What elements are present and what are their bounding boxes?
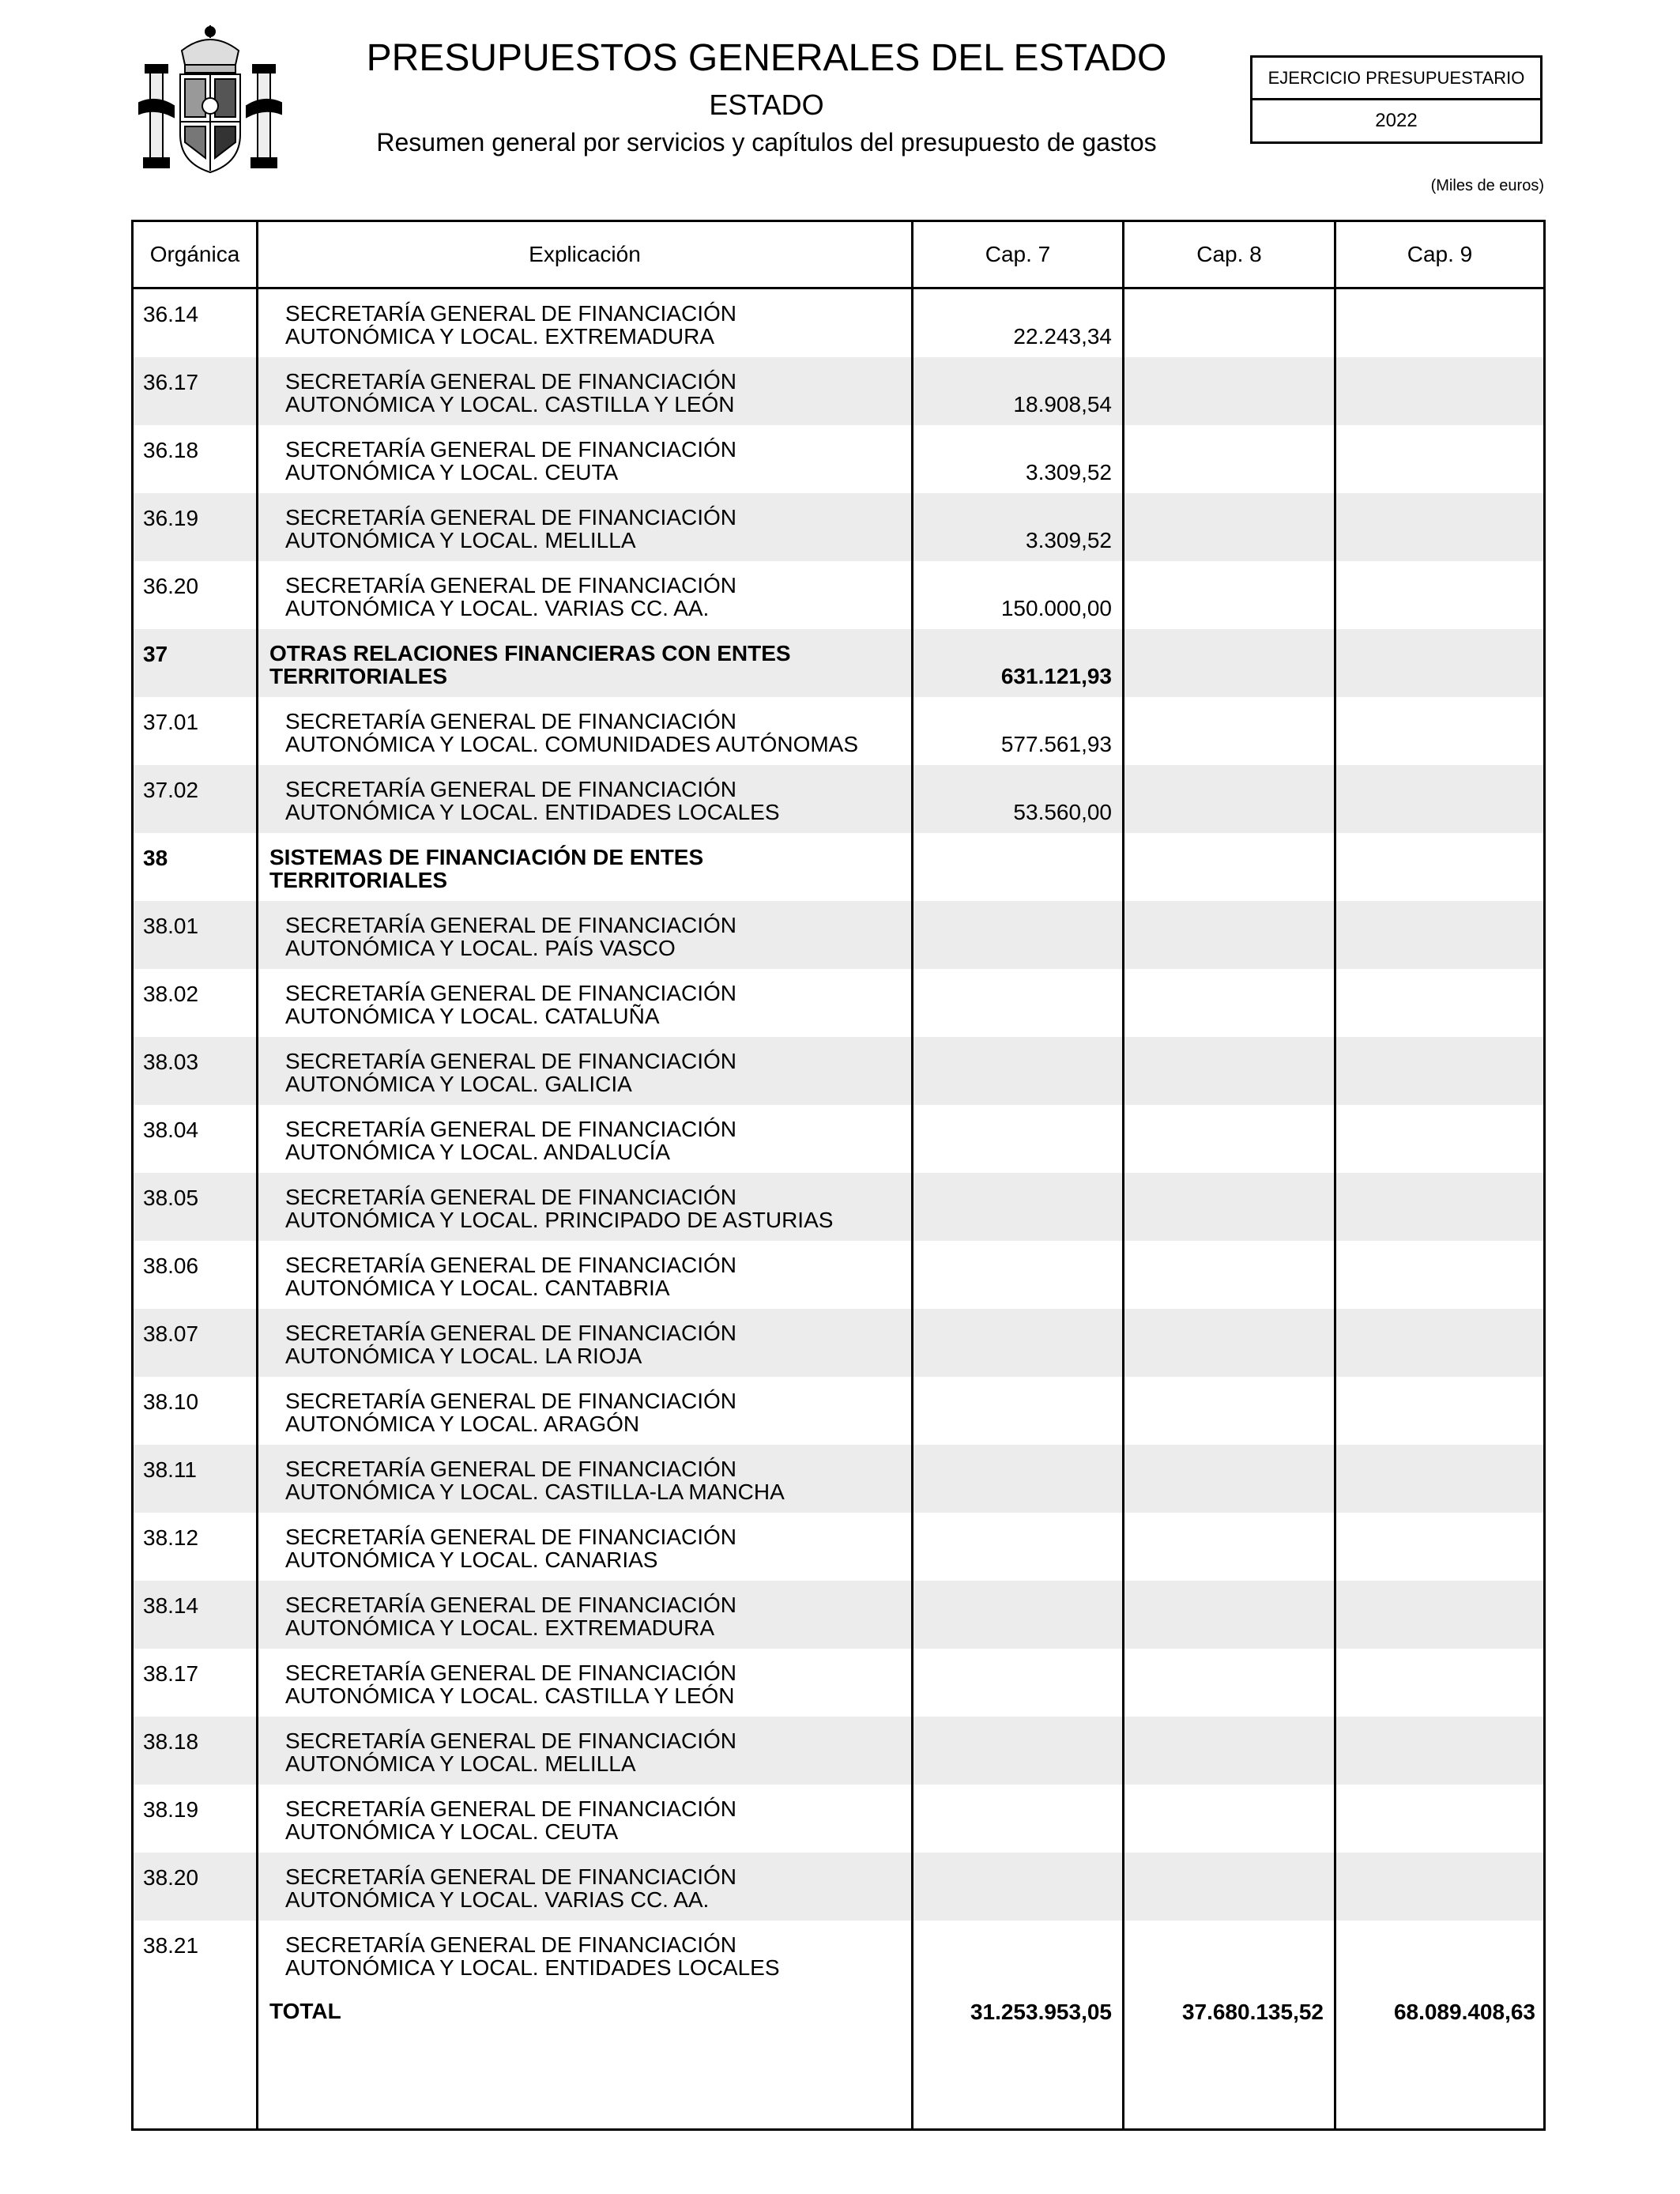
row-explanation-line2: AUTONÓMICA Y LOCAL. CASTILLA Y LEÓN: [285, 392, 735, 417]
row-explanation-line2: AUTONÓMICA Y LOCAL. VARIAS CC. AA.: [285, 1887, 710, 1912]
row-explanation: [285, 1729, 1044, 1775]
table-row: [134, 289, 1543, 357]
row-explanation-line1: SECRETARÍA GENERAL DE FINANCIACIÓN: [285, 1593, 736, 1617]
row-code: 36.18: [143, 438, 199, 462]
table-row: [134, 697, 1543, 765]
row-code: 37.01: [143, 710, 199, 734]
table-row: [134, 1921, 1543, 1989]
row-explanation-line1: SECRETARÍA GENERAL DE FINANCIACIÓN: [285, 981, 736, 1005]
row-explanation-line1: SECRETARÍA GENERAL DE FINANCIACIÓN: [285, 1253, 736, 1277]
total-cap7: 31.253.953,05: [970, 2000, 1112, 2024]
column-header-cap9: Cap. 9: [1407, 242, 1473, 266]
row-explanation: [285, 370, 1044, 416]
column-header-explicacion: Explicación: [529, 242, 641, 266]
table-header: [134, 222, 1543, 289]
total-row: [134, 1989, 1543, 2033]
table-row: [134, 1581, 1543, 1649]
row-code: 37.02: [143, 778, 199, 802]
row-explanation-line1: SECRETARÍA GENERAL DE FINANCIACIÓN: [285, 1525, 736, 1549]
row-explanation-line2: AUTONÓMICA Y LOCAL. GALICIA: [285, 1072, 632, 1096]
row-explanation-line1: SECRETARÍA GENERAL DE FINANCIACIÓN: [285, 573, 736, 598]
table-row: [134, 969, 1543, 1037]
table-row: [134, 901, 1543, 969]
row-code: 38.02: [143, 982, 199, 1006]
row-code: 38.01: [143, 914, 199, 938]
row-explanation-line1: SECRETARÍA GENERAL DE FINANCIACIÓN: [285, 301, 736, 326]
row-explanation: [285, 302, 1044, 348]
table-row: [134, 1649, 1543, 1717]
table-row: [134, 1173, 1543, 1241]
column-divider: [1334, 222, 1336, 2128]
row-explanation-line1: SECRETARÍA GENERAL DE FINANCIACIÓN: [285, 1728, 736, 1753]
ejercicio-box: [1250, 55, 1543, 144]
row-explanation: [285, 1661, 1044, 1707]
row-code: 38.07: [143, 1321, 199, 1346]
row-explanation-line1: SECRETARÍA GENERAL DE FINANCIACIÓN: [285, 1185, 736, 1209]
row-explanation-line2: AUTONÓMICA Y LOCAL. EXTREMADURA: [285, 1615, 715, 1640]
row-explanation: [269, 642, 1028, 688]
row-explanation: [285, 438, 1044, 484]
row-explanation: [285, 574, 1044, 620]
row-explanation: [285, 982, 1044, 1027]
table-row: [134, 765, 1543, 833]
row-explanation-line1: SECRETARÍA GENERAL DE FINANCIACIÓN: [285, 369, 736, 394]
row-explanation-line2: AUTONÓMICA Y LOCAL. CANARIAS: [285, 1547, 658, 1572]
units-note: (Miles de euros): [1430, 177, 1544, 194]
row-explanation-line2: AUTONÓMICA Y LOCAL. CANTABRIA: [285, 1276, 670, 1300]
row-explanation-line2: AUTONÓMICA Y LOCAL. LA RIOJA: [285, 1344, 642, 1368]
table-row: [134, 1105, 1543, 1173]
table-row: [134, 493, 1543, 561]
document-description: Resumen general por servicios y capítulos del presupuesto de gastos: [376, 128, 1157, 156]
column-header-organica: Orgánica: [149, 242, 240, 266]
column-header-cap8: Cap. 8: [1196, 242, 1262, 266]
row-explanation-line2: AUTONÓMICA Y LOCAL. ANDALUCÍA: [285, 1140, 671, 1164]
row-cap7-amount: 3.309,52: [1026, 528, 1112, 552]
row-explanation-line1: SECRETARÍA GENERAL DE FINANCIACIÓN: [285, 1932, 736, 1957]
row-explanation: [285, 1118, 1044, 1163]
document-title: PRESUPUESTOS GENERALES DEL ESTADO: [366, 37, 1167, 79]
row-explanation-line2: AUTONÓMICA Y LOCAL. ENTIDADES LOCALES: [285, 800, 780, 824]
document-subtitle: ESTADO: [709, 89, 824, 121]
row-explanation: [285, 1865, 1044, 1911]
table-row: [134, 1717, 1543, 1785]
row-code: 37: [143, 642, 168, 666]
row-cap7-amount: 53.560,00: [1013, 800, 1112, 824]
row-explanation: [285, 506, 1044, 552]
total-cap8: 37.680.135,52: [1181, 2000, 1324, 2024]
column-header-cap7: Cap. 7: [985, 242, 1051, 266]
table-row: [134, 1513, 1543, 1581]
row-explanation-line1: SECRETARÍA GENERAL DE FINANCIACIÓN: [285, 1796, 736, 1821]
row-code: 38.19: [143, 1797, 199, 1822]
row-explanation-line1: SECRETARÍA GENERAL DE FINANCIACIÓN: [285, 1457, 736, 1481]
table-row: [134, 1377, 1543, 1445]
row-code: 38.17: [143, 1661, 199, 1686]
row-explanation: [285, 1050, 1044, 1095]
row-cap7-amount: 18.908,54: [1013, 392, 1112, 417]
table-row: [134, 1309, 1543, 1377]
row-explanation-line1: SECRETARÍA GENERAL DE FINANCIACIÓN: [285, 1864, 736, 1889]
row-code: 36.14: [143, 302, 199, 326]
row-explanation-line1: SECRETARÍA GENERAL DE FINANCIACIÓN: [285, 1389, 736, 1413]
ejercicio-label: EJERCICIO PRESUPUESTARIO: [1252, 58, 1540, 100]
row-code: 38.12: [143, 1525, 199, 1550]
row-explanation: [285, 1593, 1044, 1639]
row-explanation: [285, 1525, 1044, 1571]
row-code: 38.11: [143, 1457, 197, 1482]
row-explanation: [285, 1933, 1044, 1979]
row-explanation-line2: AUTONÓMICA Y LOCAL. PAÍS VASCO: [285, 936, 676, 960]
total-label: TOTAL: [269, 1999, 341, 2023]
row-cap7-amount: 3.309,52: [1026, 460, 1112, 484]
row-code: 38.06: [143, 1253, 199, 1278]
row-cap7-amount: 577.561,93: [1000, 732, 1112, 756]
row-explanation-line1: SECRETARÍA GENERAL DE FINANCIACIÓN: [285, 913, 736, 937]
row-explanation: [285, 1457, 1044, 1503]
row-explanation-line1: SECRETARÍA GENERAL DE FINANCIACIÓN: [285, 1049, 736, 1073]
row-code: 38.18: [143, 1729, 199, 1754]
table-row: [134, 425, 1543, 493]
table-row: [134, 1445, 1543, 1513]
column-divider: [911, 222, 913, 2128]
row-explanation: [285, 1186, 1044, 1231]
row-code: 38: [143, 846, 168, 870]
row-code: 38.10: [143, 1389, 199, 1414]
row-explanation-line1: SECRETARÍA GENERAL DE FINANCIACIÓN: [285, 777, 736, 801]
row-explanation: [285, 1797, 1044, 1843]
table-row: [134, 357, 1543, 425]
row-explanation-line2: AUTONÓMICA Y LOCAL. CATALUÑA: [285, 1004, 660, 1028]
row-code: 38.05: [143, 1186, 199, 1210]
row-explanation-line2: AUTONÓMICA Y LOCAL. COMUNIDADES AUTÓNOMAS: [285, 732, 859, 756]
row-explanation-line2: TERRITORIALES: [269, 664, 448, 688]
row-explanation-line2: AUTONÓMICA Y LOCAL. CASTILLA-LA MANCHA: [285, 1480, 785, 1504]
row-code: 36.20: [143, 574, 199, 598]
ejercicio-year: 2022: [1375, 110, 1418, 131]
row-explanation-line1: SECRETARÍA GENERAL DE FINANCIACIÓN: [285, 505, 736, 530]
row-explanation-line1: SISTEMAS DE FINANCIACIÓN DE ENTES: [269, 845, 704, 869]
table-row: [134, 1037, 1543, 1105]
row-explanation: [285, 914, 1044, 959]
row-explanation-line1: SECRETARÍA GENERAL DE FINANCIACIÓN: [285, 1117, 736, 1141]
row-cap7-amount: 22.243,34: [1013, 324, 1112, 349]
row-explanation: [285, 1321, 1044, 1367]
row-explanation-line2: AUTONÓMICA Y LOCAL. EXTREMADURA: [285, 324, 715, 349]
row-explanation-line2: AUTONÓMICA Y LOCAL. ARAGÓN: [285, 1412, 640, 1436]
row-explanation-line2: TERRITORIALES: [269, 868, 448, 892]
row-explanation-line2: AUTONÓMICA Y LOCAL. VARIAS CC. AA.: [285, 596, 710, 620]
row-code: 38.21: [143, 1933, 199, 1958]
row-explanation: [285, 710, 1044, 756]
coat-of-arms-of-spain-icon: [133, 24, 288, 182]
table-row: [134, 833, 1543, 901]
row-explanation: [285, 1389, 1044, 1435]
column-divider: [256, 222, 258, 2128]
row-code: 38.20: [143, 1865, 199, 1890]
row-cap7-amount: 631.121,93: [1000, 664, 1112, 688]
row-code: 38.14: [143, 1593, 199, 1618]
row-explanation-line1: SECRETARÍA GENERAL DE FINANCIACIÓN: [285, 1661, 736, 1685]
row-code: 38.03: [143, 1050, 199, 1074]
row-cap7-amount: 150.000,00: [1000, 596, 1112, 620]
table-row: [134, 561, 1543, 629]
budget-table: [131, 220, 1546, 2131]
table-row: [134, 1785, 1543, 1853]
table-row: [134, 629, 1543, 697]
row-explanation-line1: SECRETARÍA GENERAL DE FINANCIACIÓN: [285, 437, 736, 462]
row-code: 36.19: [143, 506, 199, 530]
row-code: 38.04: [143, 1118, 199, 1142]
row-explanation-line2: AUTONÓMICA Y LOCAL. ENTIDADES LOCALES: [285, 1955, 780, 1980]
row-explanation-line2: AUTONÓMICA Y LOCAL. MELILLA: [285, 1751, 636, 1776]
row-explanation: [285, 778, 1044, 824]
row-explanation-line1: SECRETARÍA GENERAL DE FINANCIACIÓN: [285, 1321, 736, 1345]
row-explanation-line1: SECRETARÍA GENERAL DE FINANCIACIÓN: [285, 709, 736, 733]
column-divider: [1122, 222, 1124, 2128]
row-explanation-line2: AUTONÓMICA Y LOCAL. PRINCIPADO DE ASTURIAS: [285, 1208, 834, 1232]
row-explanation-line2: AUTONÓMICA Y LOCAL. CEUTA: [285, 460, 619, 484]
row-explanation-line2: AUTONÓMICA Y LOCAL. CEUTA: [285, 1819, 619, 1844]
row-explanation-line2: AUTONÓMICA Y LOCAL. MELILLA: [285, 528, 636, 552]
table-body: [134, 289, 1543, 2033]
table-row: [134, 1241, 1543, 1309]
row-explanation: [285, 1253, 1044, 1299]
table-row: [134, 1853, 1543, 1921]
row-explanation: [269, 846, 1028, 892]
row-explanation-line2: AUTONÓMICA Y LOCAL. CASTILLA Y LEÓN: [285, 1683, 735, 1708]
row-code: 36.17: [143, 370, 199, 394]
row-explanation-line1: OTRAS RELACIONES FINANCIERAS CON ENTES: [269, 641, 791, 665]
total-cap9: 68.089.408,63: [1393, 2000, 1535, 2024]
